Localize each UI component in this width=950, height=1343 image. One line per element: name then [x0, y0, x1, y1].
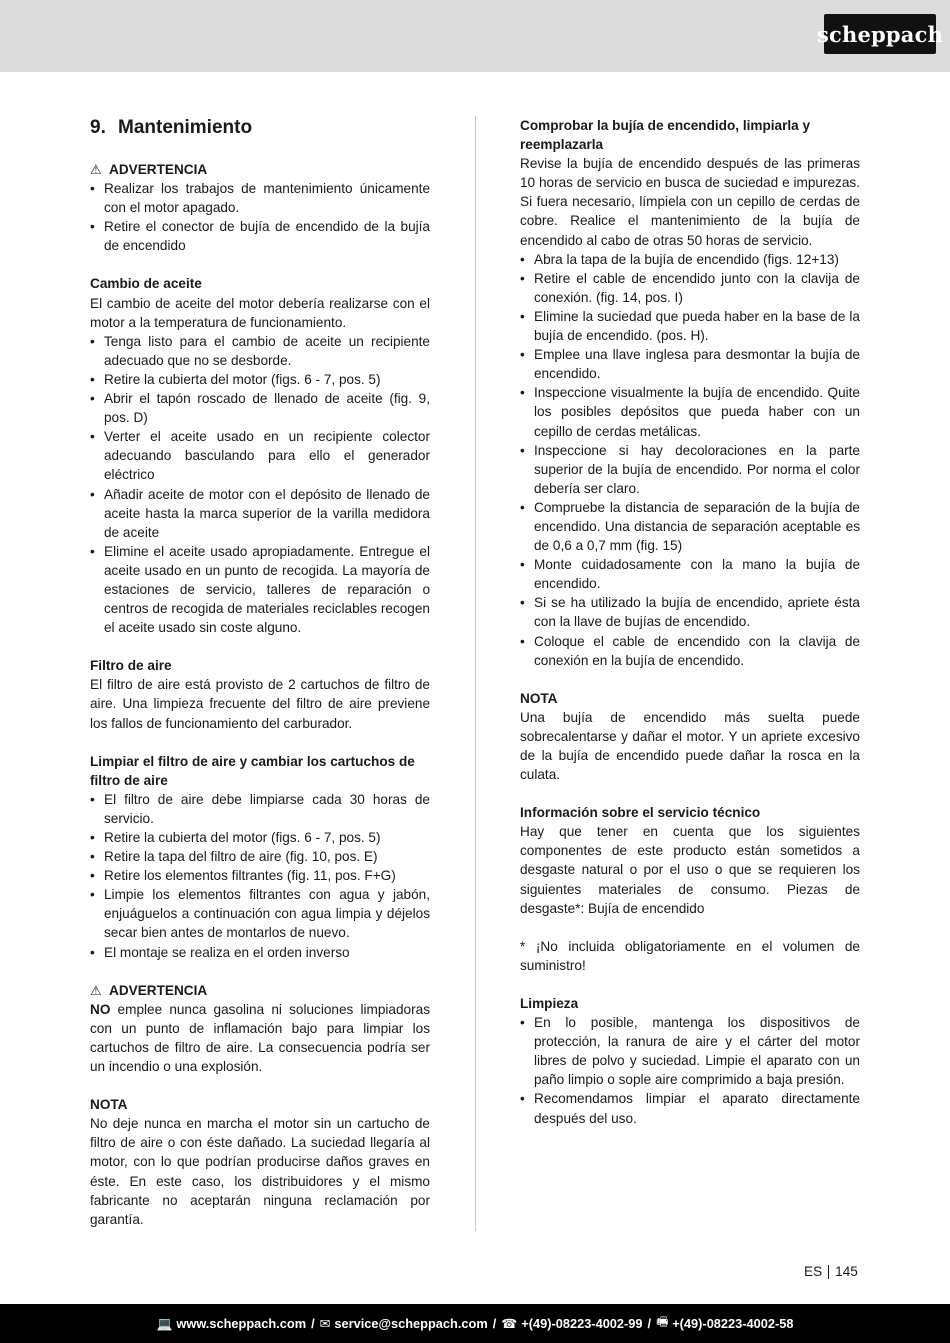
air-filter-heading: Filtro de aire — [90, 658, 172, 674]
header-band — [0, 0, 950, 72]
warning-bold-word: NO — [90, 1001, 111, 1017]
warning-text-2 — [90, 1000, 430, 1076]
list-item: • Abrir el tapón roscado de llenado de aceite (fig. 9, pos. D) — [90, 389, 430, 427]
list-item: • Retire la tapa del filtro de aire (fig. 10, pos. E) — [90, 847, 430, 866]
right-column — [520, 116, 860, 1128]
warning-list-1 — [90, 179, 430, 255]
list-item: • Elimine la suciedad que pueda haber en la base de la bujía de encendido. (pos. H). — [520, 307, 860, 345]
oil-change-heading: Cambio de aceite — [90, 276, 202, 292]
page-number — [804, 1264, 858, 1279]
warning-triangle-icon: ⚠ — [90, 162, 102, 177]
footer-fax: +(49)-08223-4002-58 — [672, 1316, 794, 1331]
list-item: • Tenga listo para el cambio de aceite un recipiente adecuado que no se desborde. — [90, 332, 430, 370]
warning-label: ADVERTENCIA — [109, 982, 208, 998]
service-heading: Información sobre el servicio técnico — [520, 805, 761, 821]
fax-icon: 🖷 — [656, 1313, 669, 1329]
computer-icon: 💻 — [156, 1315, 173, 1331]
list-item: • Retire la cubierta del motor (figs. 6 - 7, pos. 5) — [90, 828, 430, 847]
list-item: • El filtro de aire debe limpiarse cada 30 horas de servicio. — [90, 790, 430, 828]
warning-body: emplee nunca gasolina ni soluciones limpiadoras con un punto de inflamación bajo para limpiar los cartuchos de filtro de aire. La consecuencia podría ser un incendio o una explosión. — [90, 1001, 430, 1075]
list-item: • Recomendamos limpiar el aparato directamente después del uso. — [520, 1089, 860, 1127]
list-item: • Inspeccione visualmente la bujía de encendido. Quite los posibles depósitos que pueda haber con un cepillo de cerdas metálicas. — [520, 383, 860, 440]
list-item: • Inspeccione si hay decoloraciones en la parte superior de la bujía de encendido. Por norma el color debería ser claro. — [520, 441, 860, 498]
footer-separator: / — [311, 1316, 315, 1331]
spark-plug-text: Revise la bujía de encendido después de las primeras 10 horas de servicio en busca de suciedad e impurezas. Si fuera necesario, límpiela con un cepillo de cerdas de cobre. Realice el mantenimiento de la bujía de encendido al cabo de otras 50 horas de servicio. — [520, 156, 860, 248]
page-lang: ES — [804, 1264, 823, 1279]
list-item: • El montaje se realiza en el orden inverso — [90, 943, 430, 962]
list-item: • Retire el cable de encendido junto con la clavija de conexión. (fig. 14, pos. I) — [520, 269, 860, 307]
footer-separator: / — [492, 1316, 497, 1331]
service-footnote: * ¡No incluida obligatoriamente en el volumen de suministro! — [520, 938, 860, 973]
list-item: • Abra la tapa de la bujía de encendido (figs. 12+13) — [520, 250, 860, 269]
warning-heading-1 — [90, 160, 430, 179]
page-separator — [828, 1265, 829, 1279]
list-item: • Retire los elementos filtrantes (fig. 11, pos. F+G) — [90, 866, 430, 885]
footer-bar — [0, 1304, 950, 1343]
note-text: No deje nunca en marcha el motor sin un cartucho de filtro de aire o con éste dañado. La suciedad llegaría al motor, con lo que podrían producirse daños graves en éste. En este caso, los distribuidores y el mismo fabricante no aceptarán ninguna reclamación por garantía. — [90, 1116, 430, 1227]
list-item: • Realizar los trabajos de mantenimiento únicamente con el motor apagado. — [90, 179, 430, 217]
clean-filter-list — [90, 790, 430, 962]
spark-plug-heading: Comprobar la bujía de encendido, limpiarla y reemplazarla — [520, 118, 811, 153]
air-filter-text: El filtro de aire está provisto de 2 cartuchos de filtro de aire. Una limpieza frecuente del filtro de aire previene los fallos de funcionamiento del carburador. — [90, 677, 430, 731]
spark-plug-list — [520, 250, 860, 670]
list-item: • Verter el aceite usado en un recipiente colector adecuando basculando para ello el generador eléctrico — [90, 427, 430, 484]
warning-label: ADVERTENCIA — [109, 162, 208, 177]
section-number: 9. — [90, 117, 106, 138]
scheppach-logo: scheppach — [824, 14, 936, 54]
footer-separator: / — [647, 1316, 652, 1331]
note-text: Una bujía de encendido más suelta puede sobrecalentarse y dañar el motor. Y un apriete excesivo de la bujía de encendido puede dañar la rosca en la culata. — [520, 709, 860, 783]
service-text: Hay que tener en cuenta que los siguientes componentes de este producto están sometidos a desgaste natural o por el uso o que se requieren los siguientes materiales de consumo. Piezas de desgaste*: Bujía de encendido — [520, 824, 860, 916]
list-item: • Compruebe la distancia de separación de la bujía de encendido. Una distancia de separación aceptable es de 0,6 a 0,7 mm (fig. 15) — [520, 498, 860, 555]
cleaning-list — [520, 1013, 860, 1128]
page-number-value: 145 — [835, 1264, 858, 1279]
envelope-icon: ✉ — [319, 1315, 331, 1331]
cleaning-heading: Limpieza — [520, 995, 579, 1011]
clean-filter-heading: Limpiar el filtro de aire y cambiar los cartuchos de filtro de aire — [90, 753, 415, 788]
list-item: • Retire la cubierta del motor (figs. 6 - 7, pos. 5) — [90, 370, 430, 389]
section-title — [90, 116, 430, 140]
list-item: • Si se ha utilizado la bujía de encendido, apriete ésta con la llave de bujías de encendido. — [520, 593, 860, 631]
footer-email[interactable]: service@scheppach.com — [334, 1316, 488, 1331]
column-divider — [475, 116, 476, 1231]
note-heading: NOTA — [90, 1097, 128, 1113]
warning-heading-2 — [90, 981, 430, 1000]
list-item: • Emplee una llave inglesa para desmontar la bujía de encendido. — [520, 345, 860, 383]
list-item: • Elimine el aceite usado apropiadamente. Entregue el aceite usado en un punto de recogida. La mayoría de estaciones de servicio, talleres de reparación o centros de recogida de materiales reciclables recogen el aceite usado sin coste alguno. — [90, 542, 430, 637]
list-item: • Añadir aceite de motor con el depósito de llenado de aceite hasta la marca superior de la varilla medidora de aceite — [90, 485, 430, 542]
list-item: • Retire el conector de bujía de encendido de la bujía de encendido — [90, 217, 430, 255]
note-heading: NOTA — [520, 690, 558, 706]
list-item: • Monte cuidadosamente con la mano la bujía de encendido. — [520, 555, 860, 593]
oil-change-text: El cambio de aceite del motor debería realizarse con el motor a la temperatura de funcionamiento. — [90, 295, 430, 330]
list-item: • Coloque el cable de encendido con la clavija de conexión en la bujía de encendido. — [520, 632, 860, 670]
oil-change-list — [90, 332, 430, 638]
footer-web[interactable]: www.scheppach.com — [176, 1316, 307, 1331]
left-column — [90, 116, 430, 1229]
list-item: • Limpie los elementos filtrantes con agua y jabón, enjuáguelos a continuación con agua limpia y déjelos secar bien antes de montarlos de nuevo. — [90, 885, 430, 942]
phone-icon: ☎ — [501, 1315, 518, 1331]
section-title-text: Mantenimiento — [118, 117, 253, 138]
warning-triangle-icon: ⚠ — [90, 982, 102, 998]
footer-phone: +(49)-08223-4002-99 — [521, 1316, 643, 1331]
list-item: • En lo posible, mantenga los dispositivos de protección, la ranura de aire y el cárter del motor libres de polvo y suciedad. Limpie el aparato con un paño limpio o sople aire comprimido a baja presión. — [520, 1013, 860, 1089]
